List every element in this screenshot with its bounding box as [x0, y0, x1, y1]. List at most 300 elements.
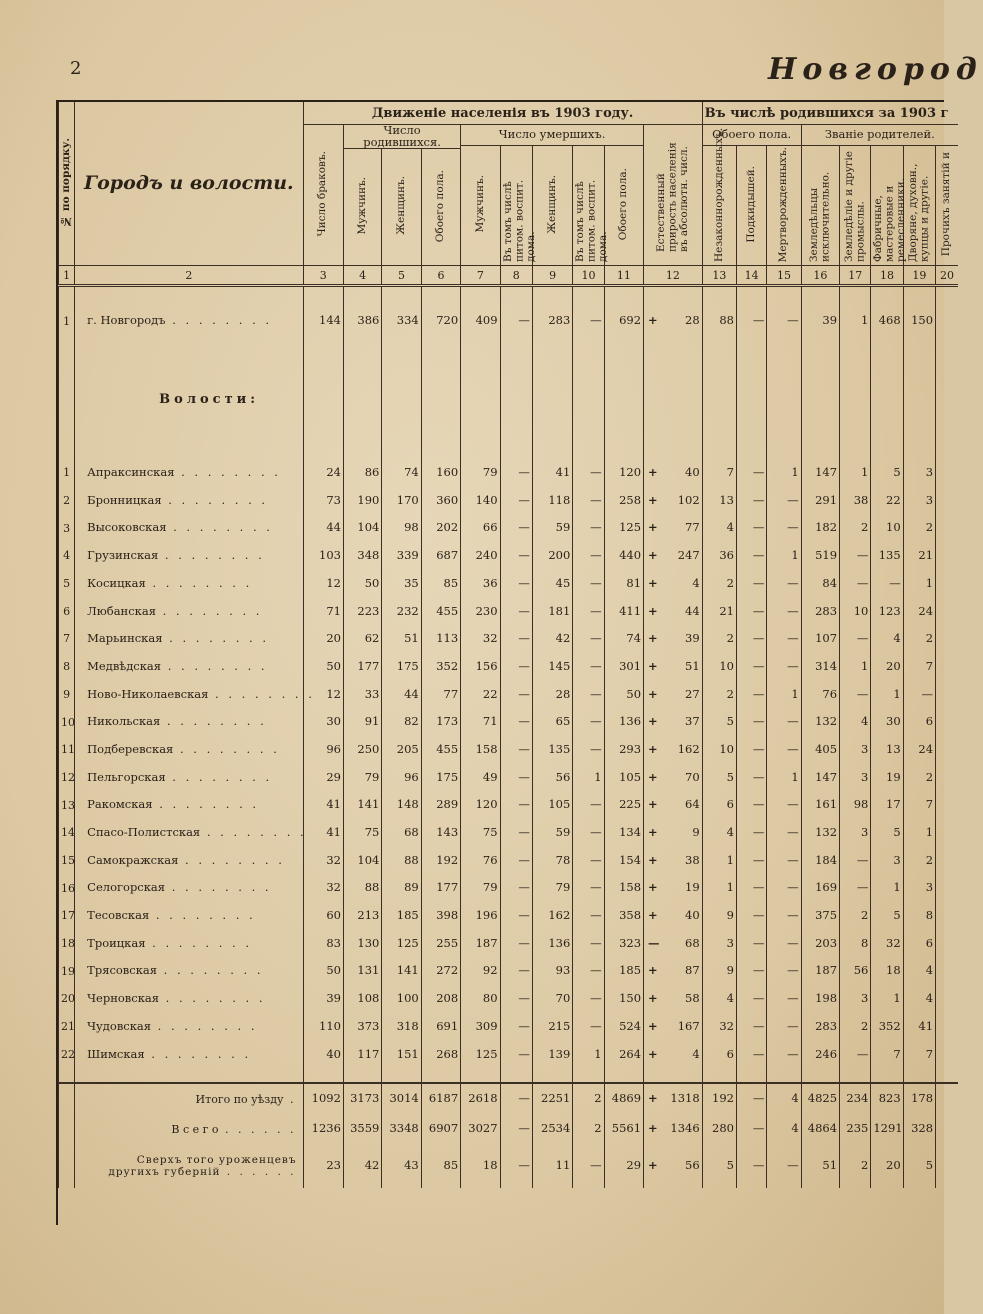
spacer-row [59, 286, 959, 304]
value-cell: 41 [303, 791, 343, 819]
spacer-cell [421, 339, 460, 459]
spacer-cell [903, 1068, 935, 1083]
value-cell: — [500, 625, 532, 653]
value-cell: 323 [604, 930, 643, 958]
table-row [59, 764, 959, 792]
value-cell: 246 [801, 1040, 839, 1068]
value-cell: 1092 [303, 1083, 343, 1114]
value-cell: 1 [903, 819, 935, 847]
totals-row [59, 1083, 959, 1114]
value-cell: 132 [801, 708, 839, 736]
spacer-cell [303, 339, 343, 459]
value-cell: 98 [840, 791, 871, 819]
row-name [75, 764, 303, 792]
increase-cell [644, 570, 703, 598]
column-number: 10 [573, 266, 604, 286]
value-cell: 32 [303, 847, 343, 875]
leader-dots: . . . . . . . . [165, 769, 273, 784]
value-cell: 468 [871, 303, 903, 339]
value-cell: 9 [702, 902, 736, 930]
row-name-text: Пельгорская [87, 769, 166, 784]
leader-dots: . . . . . . . . [208, 686, 315, 701]
row-number: 10 [59, 708, 75, 736]
value-cell: 41 [903, 1013, 935, 1041]
spacer-cell [573, 339, 604, 459]
value-cell: 88 [382, 847, 421, 875]
column-number: 8 [500, 266, 532, 286]
column-number: 1 [59, 266, 75, 286]
row-name-text: Марьинская [87, 631, 163, 646]
table-row [59, 957, 959, 985]
value-cell: 692 [604, 303, 643, 339]
value-cell: 1 [871, 681, 903, 709]
increase-sign: + [648, 492, 658, 507]
value-cell: 240 [461, 542, 500, 570]
value-cell: — [573, 819, 604, 847]
spacer-cell [75, 1068, 303, 1083]
spacer-cell [421, 286, 460, 304]
value-cell: — [767, 902, 801, 930]
row-name-text: Никольская [87, 714, 161, 729]
value-cell: 83 [303, 930, 343, 958]
value-cell: 2 [840, 514, 871, 542]
value-cell: 264 [604, 1040, 643, 1068]
spacer-cell [461, 286, 500, 304]
statistics-table-wrapper [58, 102, 954, 1227]
increase-cell [644, 874, 703, 902]
value-cell: — [500, 847, 532, 875]
value-cell: 43 [382, 1144, 421, 1188]
value-cell: 196 [461, 902, 500, 930]
column-number: 17 [840, 266, 871, 286]
value-cell: 2 [573, 1114, 604, 1144]
value-cell: 144 [303, 303, 343, 339]
row-name-text: Тесовская [87, 908, 150, 923]
value-cell: 113 [421, 625, 460, 653]
row-number: 8 [59, 653, 75, 681]
value-cell: 202 [421, 514, 460, 542]
value-cell: 289 [421, 791, 460, 819]
row-name-text: Ракомская [87, 797, 153, 812]
value-cell: 56 [840, 957, 871, 985]
value-cell: — [500, 819, 532, 847]
value-cell: 73 [303, 487, 343, 515]
value-cell: 352 [421, 653, 460, 681]
row-name [75, 791, 303, 819]
value-cell: — [573, 874, 604, 902]
value-cell: — [573, 487, 604, 515]
value-cell: — [737, 487, 767, 515]
value-cell: 161 [801, 791, 839, 819]
row-name-text: Чудовская [87, 1018, 152, 1033]
value-cell: 32 [461, 625, 500, 653]
value-cell: 134 [604, 819, 643, 847]
value-cell: 1 [767, 459, 801, 487]
value-cell: 358 [604, 902, 643, 930]
value-cell: — [767, 303, 801, 339]
spacer-row [59, 1068, 959, 1083]
value-cell: 720 [421, 303, 460, 339]
row-number: 14 [59, 819, 75, 847]
value-cell: 230 [461, 597, 500, 625]
value-cell: 49 [461, 764, 500, 792]
value-cell: 33 [343, 681, 381, 709]
value-cell: — [573, 957, 604, 985]
value-cell: — [737, 764, 767, 792]
spacer-cell [59, 339, 75, 459]
value-cell: 455 [421, 736, 460, 764]
row-number: 4 [59, 542, 75, 570]
value-cell: — [737, 847, 767, 875]
row-name-text: Высоковская [87, 520, 167, 535]
value-cell: 170 [382, 487, 421, 515]
increase-cell [644, 1040, 703, 1068]
row-number: 3 [59, 514, 75, 542]
increase-cell [644, 303, 703, 339]
value-cell: — [500, 764, 532, 792]
increase-sign: + [648, 852, 658, 867]
value-cell: 20 [303, 625, 343, 653]
value-cell [936, 303, 958, 339]
row-name-text: Итого по уѣзду [195, 1092, 284, 1106]
value-cell: 29 [604, 1144, 643, 1188]
born-group-header: Число родившихся. [343, 125, 460, 149]
value-cell: 79 [343, 764, 381, 792]
value-cell: 132 [801, 819, 839, 847]
value-cell: — [500, 791, 532, 819]
value-cell: — [500, 708, 532, 736]
spacer-cell [461, 1068, 500, 1083]
row-number: 16 [59, 874, 75, 902]
value-cell: 136 [604, 708, 643, 736]
value-cell: 74 [382, 459, 421, 487]
both-sexes-group-header: Обоего пола. [702, 125, 801, 146]
increase-sign: + [648, 631, 658, 646]
table-row [59, 459, 959, 487]
leader-dots: . . . . . . . . [152, 797, 260, 812]
value-cell: 131 [343, 957, 381, 985]
value-cell: — [737, 303, 767, 339]
value-cell: 1 [767, 542, 801, 570]
spacer-cell [532, 339, 572, 459]
dead-group-header: Число умершихъ. [461, 125, 644, 146]
value-cell: — [573, 681, 604, 709]
value-cell: 125 [382, 930, 421, 958]
value-cell: 18 [461, 1144, 500, 1188]
value-cell: 309 [461, 1013, 500, 1041]
value-cell: 3348 [382, 1114, 421, 1144]
value-cell: 5 [871, 902, 903, 930]
value-cell: 12 [303, 570, 343, 598]
value-cell: 373 [343, 1013, 381, 1041]
spacer-cell [840, 1068, 871, 1083]
increase-value: 44 [685, 603, 700, 618]
row-name-text: Косицкая [87, 575, 146, 590]
table-row [59, 791, 959, 819]
value-cell: 41 [303, 819, 343, 847]
value-cell: — [767, 653, 801, 681]
value-cell: 411 [604, 597, 643, 625]
row-number: 1 [59, 303, 75, 339]
value-cell: 11 [532, 1144, 572, 1188]
leader-dots: . [283, 1092, 297, 1106]
increase-value: 19 [685, 880, 700, 895]
value-cell: 7 [702, 459, 736, 487]
row-name [75, 1013, 303, 1041]
spacer-cell [903, 286, 935, 304]
value-cell: 2 [903, 625, 935, 653]
value-cell: 41 [532, 459, 572, 487]
increase-cell [644, 514, 703, 542]
value-cell: 687 [421, 542, 460, 570]
value-cell: 2 [702, 625, 736, 653]
value-cell: — [500, 653, 532, 681]
city-column-header: Городъ и волости. [75, 102, 303, 266]
table-row [59, 1040, 959, 1068]
value-cell: 208 [421, 985, 460, 1013]
value-cell: 66 [461, 514, 500, 542]
value-cell: 2618 [461, 1083, 500, 1114]
value-cell: 3559 [343, 1114, 381, 1144]
value-cell: 291 [801, 487, 839, 515]
value-cell: 23 [303, 1144, 343, 1188]
value-cell: 1 [871, 985, 903, 1013]
increase-sign: + [648, 1121, 658, 1136]
column-number: 12 [644, 266, 703, 286]
value-cell: 118 [532, 487, 572, 515]
row-number: 12 [59, 764, 75, 792]
column-number: 5 [382, 266, 421, 286]
leader-dots: . . . . . . . . [160, 714, 267, 729]
totals-row [59, 1114, 959, 1144]
row-name-text: Трясовская [87, 963, 158, 978]
value-cell: 1 [702, 847, 736, 875]
increase-cell [644, 791, 703, 819]
value-cell: 7 [903, 653, 935, 681]
value-cell: — [500, 736, 532, 764]
value-cell: 139 [532, 1040, 572, 1068]
value-cell: 32 [702, 1013, 736, 1041]
value-cell: 255 [421, 930, 460, 958]
increase-sign: + [648, 963, 658, 978]
increase-cell [644, 459, 703, 487]
value-cell [936, 1040, 958, 1068]
spacer-cell [644, 339, 703, 459]
value-cell: 2 [903, 764, 935, 792]
value-cell: — [737, 459, 767, 487]
section-title: Волости: [75, 339, 303, 459]
value-cell: 3 [840, 819, 871, 847]
table-row [59, 736, 959, 764]
column-number: 14 [737, 266, 767, 286]
value-cell: — [573, 1013, 604, 1041]
spacer-cell [604, 286, 643, 304]
row-name [75, 542, 303, 570]
value-cell: 268 [421, 1040, 460, 1068]
increase-cell [644, 1083, 703, 1114]
value-cell: 120 [604, 459, 643, 487]
increase-value: 102 [677, 492, 700, 507]
value-cell: 5561 [604, 1114, 643, 1144]
value-cell [936, 570, 958, 598]
increase-cell [644, 542, 703, 570]
spacer-cell [767, 339, 801, 459]
value-cell: 91 [343, 708, 381, 736]
value-cell: 823 [871, 1083, 903, 1114]
leader-dots: . . . . . . . . [157, 963, 264, 978]
value-cell: — [500, 1114, 532, 1144]
value-cell: — [573, 514, 604, 542]
value-cell: 1 [573, 764, 604, 792]
value-cell: 2 [903, 514, 935, 542]
value-cell: 348 [343, 542, 381, 570]
value-cell: — [737, 902, 767, 930]
spacer-cell [382, 286, 421, 304]
value-cell: 2 [702, 570, 736, 598]
leader-dots: . . . . . . [218, 1122, 297, 1136]
value-cell: 71 [461, 708, 500, 736]
value-cell: — [840, 542, 871, 570]
value-cell: 19 [871, 764, 903, 792]
value-cell: — [500, 1144, 532, 1188]
spacer-cell [644, 286, 703, 304]
value-cell: 40 [303, 1040, 343, 1068]
value-cell: — [573, 570, 604, 598]
increase-cell [644, 597, 703, 625]
column-number: 9 [532, 266, 572, 286]
value-cell: — [500, 514, 532, 542]
value-cell: — [573, 736, 604, 764]
value-cell: — [500, 957, 532, 985]
value-cell: — [737, 1114, 767, 1144]
value-cell: 82 [382, 708, 421, 736]
value-cell: — [500, 1013, 532, 1041]
row-name [75, 459, 303, 487]
table-row [59, 625, 959, 653]
leader-dots: . . . . . . . . [166, 520, 273, 535]
leader-dots: . . . . . . . . [173, 741, 280, 756]
row-name [75, 1144, 303, 1188]
column-number: 6 [421, 266, 460, 286]
page-number: 2 [70, 58, 82, 79]
increase-value: 4 [692, 1046, 700, 1061]
increase-sign: + [648, 1091, 658, 1106]
value-cell: 3 [871, 847, 903, 875]
value-cell: 7 [871, 1040, 903, 1068]
value-cell: 30 [871, 708, 903, 736]
value-cell: — [767, 736, 801, 764]
value-cell: 32 [871, 930, 903, 958]
value-cell: 105 [532, 791, 572, 819]
row-name [75, 487, 303, 515]
increase-sign: + [648, 714, 658, 729]
value-cell: 375 [801, 902, 839, 930]
value-cell: 398 [421, 902, 460, 930]
value-cell: — [573, 708, 604, 736]
increase-cell [644, 708, 703, 736]
value-cell: 20 [871, 653, 903, 681]
value-cell: — [500, 303, 532, 339]
row-name-text: Медвѣдская [87, 658, 162, 673]
increase-sign: + [648, 880, 658, 895]
value-cell: 4 [702, 514, 736, 542]
row-number [59, 1144, 75, 1188]
spacer-cell [737, 1068, 767, 1083]
value-cell: — [840, 625, 871, 653]
order-column-header: № по порядку. [59, 102, 75, 266]
value-cell: 173 [421, 708, 460, 736]
leader-dots: . . . . . . . . [165, 313, 273, 328]
value-cell: 187 [801, 957, 839, 985]
column-number: 15 [767, 266, 801, 286]
leader-dots: . . . . . . [220, 1166, 297, 1179]
value-cell: 56 [532, 764, 572, 792]
value-cell: — [500, 570, 532, 598]
value-cell: 1 [573, 1040, 604, 1068]
increase-sign: + [648, 908, 658, 923]
spacer-cell [532, 1068, 572, 1083]
value-cell: 96 [382, 764, 421, 792]
spacer-cell [801, 1068, 839, 1083]
value-cell: 50 [303, 957, 343, 985]
increase-cell [644, 681, 703, 709]
value-cell: 135 [871, 542, 903, 570]
value-cell: — [573, 985, 604, 1013]
row-name-text: Бронницкая [87, 492, 162, 507]
value-cell: 235 [840, 1114, 871, 1144]
parents-rank-group-header: Званіе родителей. [801, 125, 958, 146]
value-cell: 5 [903, 1144, 935, 1188]
spacer-cell [532, 286, 572, 304]
value-cell: — [840, 570, 871, 598]
row-number [59, 1114, 75, 1144]
value-cell: 2 [903, 847, 935, 875]
value-cell: 62 [343, 625, 381, 653]
leader-dots: . . . . . . . . [162, 631, 269, 646]
value-cell: 2 [573, 1083, 604, 1114]
leader-dots: . . . . . . . . [161, 492, 269, 507]
value-cell: 68 [382, 819, 421, 847]
value-cell: 92 [461, 957, 500, 985]
value-cell: 42 [532, 625, 572, 653]
value-cell: — [767, 1013, 801, 1041]
leader-dots: . . . . . . . . [145, 575, 253, 590]
value-cell: 1 [702, 874, 736, 902]
value-cell: 70 [532, 985, 572, 1013]
increase-sign: + [648, 658, 658, 673]
value-cell: 80 [461, 985, 500, 1013]
increase-sign: + [648, 313, 658, 328]
totals-row [59, 1144, 959, 1188]
increase-cell [644, 930, 703, 958]
value-cell: — [767, 819, 801, 847]
value-cell: 440 [604, 542, 643, 570]
increase-cell [644, 985, 703, 1013]
value-cell: 36 [702, 542, 736, 570]
spacer-cell [644, 1068, 703, 1083]
row-number [59, 1083, 75, 1114]
value-cell: 158 [461, 736, 500, 764]
increase-sign: + [648, 741, 658, 756]
row-number: 1 [59, 459, 75, 487]
row-name [75, 681, 315, 709]
value-cell: 5 [871, 819, 903, 847]
among-born-header: Въ числѣ родившихся за 1903 г [702, 102, 958, 125]
leader-dots: . . . . . . . . [144, 1046, 252, 1061]
row-name [75, 597, 303, 625]
city-row [59, 303, 959, 339]
value-cell: 79 [461, 459, 500, 487]
